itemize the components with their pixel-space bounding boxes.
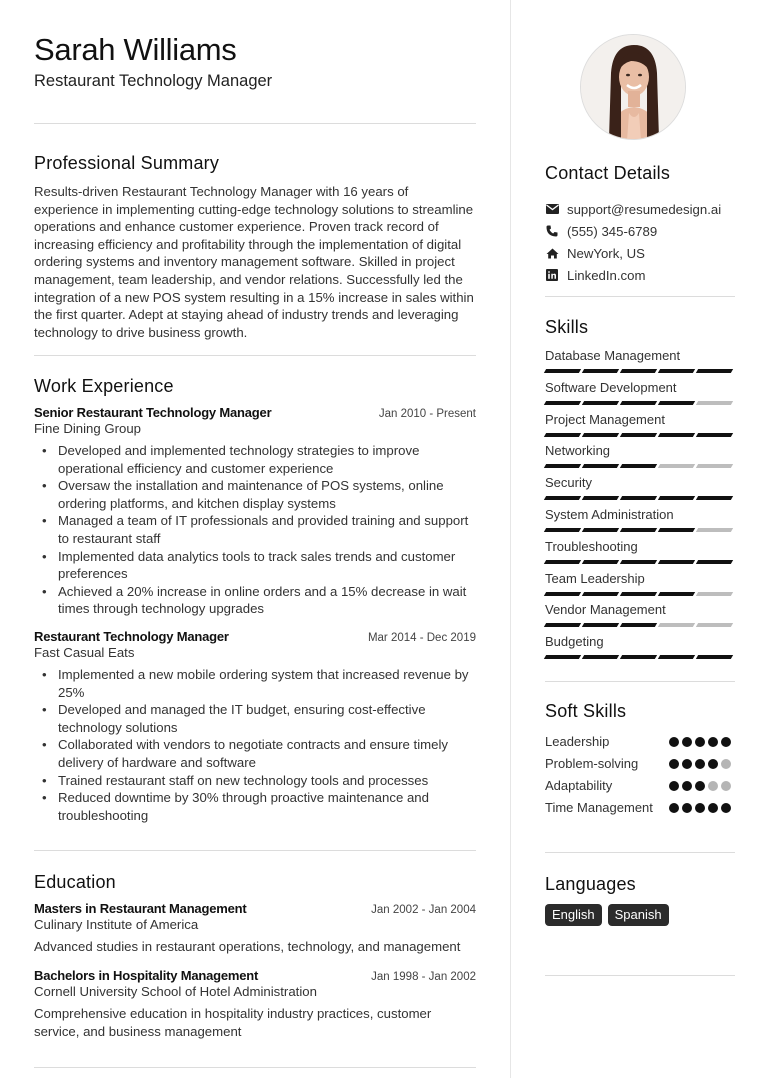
skill-segment: [696, 433, 733, 437]
skill-item: [545, 475, 735, 507]
skill-item: [545, 412, 735, 444]
skill-segment: [658, 464, 695, 468]
skill-segment: [582, 592, 619, 596]
rating-dot: [695, 759, 705, 769]
skill-segment: [582, 623, 619, 627]
skill-segment: [696, 560, 733, 564]
skill-segment: [544, 560, 581, 564]
job-title: Senior Restaurant Technology Manager: [34, 405, 272, 420]
skill-segment: [658, 433, 695, 437]
job-bullets: [34, 666, 476, 824]
rating-dot: [695, 781, 705, 791]
skill-segment: [620, 433, 657, 437]
job-date: Mar 2014 - Dec 2019: [367, 632, 476, 644]
job-bullets: [34, 442, 476, 618]
skill-segment: [582, 401, 619, 405]
contact-list: [545, 198, 721, 286]
skill-level-bar: [545, 655, 735, 659]
skills-list: [545, 348, 735, 666]
summary-text: Results-driven Restaurant Technology Manager with 16 years of experience in implementing cutting-edge technology solutions to streamline operations and enhance customer experience. Proven track record of increasing efficiency and profitability through the implementation of digital ordering systems and inventory management software. Skilled in project management, team leadership, and vendor relations. Successfully led the integration of a new POS system resulting in a 15% increase in sales within the first quarter. Adept at staying ahead of industry trends and leveraging technology to drive business growth.: [34, 184, 474, 340]
education-description: Advanced studies in restaurant operations, technology, and management: [34, 939, 461, 954]
skill-segment: [582, 528, 619, 532]
rating-dot: [669, 781, 679, 791]
skill-segment: [620, 592, 657, 596]
rating-dot: [708, 781, 718, 791]
education-heading: Education: [34, 872, 116, 892]
education-date: Jan 2002 - Jan 2004: [371, 904, 476, 916]
language-tag: English: [545, 904, 602, 926]
skill-segment: [544, 464, 581, 468]
bullet-item: • Reduced downtime by 30% through proactive maintenance and troubleshooting: [34, 789, 476, 824]
skill-segment: [658, 560, 695, 564]
skill-segment: [544, 528, 581, 532]
skill-label: System Administration: [545, 506, 674, 522]
skill-item: [545, 443, 735, 475]
home-icon: [545, 246, 559, 260]
skill-segment: [582, 560, 619, 564]
soft-skill-label: Time Management: [545, 800, 653, 815]
skill-segment: [696, 592, 733, 596]
skill-segment: [620, 623, 657, 627]
skill-segment: [658, 623, 695, 627]
skill-level-bar: [545, 464, 735, 468]
skill-segment: [620, 560, 657, 564]
soft-skill-item: [545, 753, 735, 775]
soft-skill-rating: [669, 797, 731, 819]
contact-phone-text: (555) 345-6789: [567, 223, 658, 239]
bullet-item: • Achieved a 20% increase in online orders and a 15% decrease in wait times through technology upgrades: [34, 583, 476, 618]
soft-skill-label: Leadership: [545, 734, 610, 749]
soft-skills-divider: [545, 852, 735, 853]
soft-skill-item: [545, 775, 735, 797]
skill-label: Vendor Management: [545, 602, 666, 618]
skill-segment: [696, 401, 733, 405]
rating-dot: [721, 781, 731, 791]
skill-label: Networking: [545, 443, 611, 459]
rating-dot: [708, 759, 718, 769]
contact-phone[interactable]: [545, 220, 721, 242]
skill-label: Software Development: [545, 379, 677, 395]
rating-dot: [708, 737, 718, 747]
job-company: Fast Casual Eats: [34, 645, 135, 660]
skill-segment: [544, 496, 581, 500]
job-entry: [34, 629, 476, 824]
skill-segment: [582, 496, 619, 500]
education-entry: [34, 901, 476, 956]
skill-item: [545, 571, 735, 603]
school-name: Culinary Institute of America: [34, 917, 199, 932]
skill-level-bar: [545, 369, 735, 373]
skill-segment: [544, 623, 581, 627]
job-entry: [34, 405, 476, 618]
soft-skill-rating: [669, 753, 731, 775]
skills-heading: Skills: [545, 317, 589, 337]
skills-divider: [545, 681, 735, 682]
summary-heading: Professional Summary: [34, 153, 220, 173]
soft-skills-list: [545, 731, 735, 819]
education-entry: [34, 968, 476, 1040]
languages-divider: [545, 975, 735, 976]
skill-segment: [544, 369, 581, 373]
skill-segment: [696, 369, 733, 373]
skill-item: [545, 507, 735, 539]
rating-dot: [721, 759, 731, 769]
skill-segment: [696, 655, 733, 659]
degree-title: Bachelors in Hospitality Management: [34, 968, 259, 983]
rating-dot: [682, 737, 692, 747]
skill-segment: [696, 528, 733, 532]
rating-dot: [682, 803, 692, 813]
bullet-item: • Trained restaurant staff on new technology tools and processes: [34, 772, 476, 790]
skill-segment: [620, 464, 657, 468]
skill-segment: [658, 401, 695, 405]
rating-dot: [721, 803, 731, 813]
bullet-item: • Managed a team of IT professionals and provided training and support to restaurant staff: [34, 512, 476, 547]
phone-icon: [545, 224, 559, 238]
linkedin-icon: [545, 268, 559, 282]
skill-item: [545, 602, 735, 634]
skill-segment: [620, 528, 657, 532]
education-description: Comprehensive education in hospitality industry practices, customer service, and business management: [34, 1006, 432, 1039]
contact-linkedin-text: LinkedIn.com: [567, 267, 646, 283]
skill-segment: [696, 496, 733, 500]
soft-skill-item: [545, 797, 735, 819]
skill-segment: [620, 496, 657, 500]
bullet-item: • Collaborated with vendors to negotiate contracts and ensure timely delivery of hardware and software: [34, 736, 476, 771]
skill-segment: [696, 623, 733, 627]
job-date: Jan 2010 - Present: [378, 408, 476, 420]
education-date: Jan 1998 - Jan 2002: [371, 971, 476, 983]
skill-level-bar: [545, 623, 735, 627]
soft-skill-rating: [669, 731, 731, 753]
rating-dot: [669, 759, 679, 769]
rating-dot: [708, 803, 718, 813]
candidate-name: Sarah Williams: [34, 32, 237, 67]
skill-segment: [696, 464, 733, 468]
contact-heading: Contact Details: [545, 163, 671, 183]
soft-skills-heading: Soft Skills: [545, 701, 627, 721]
job-company: Fine Dining Group: [34, 421, 142, 436]
skill-item: [545, 539, 735, 571]
skill-segment: [582, 655, 619, 659]
soft-skill-item: [545, 731, 735, 753]
skill-segment: [658, 369, 695, 373]
skill-level-bar: [545, 401, 735, 405]
rating-dot: [682, 781, 692, 791]
bullet-item: • Oversaw the installation and maintenance of POS systems, online ordering platforms, and kitchen display systems: [34, 477, 476, 512]
skill-segment: [544, 592, 581, 596]
skill-segment: [620, 369, 657, 373]
bullet-item: • Developed and implemented technology strategies to improve operational efficiency and customer experience: [34, 442, 476, 477]
skill-item: [545, 634, 735, 666]
bullet-item: • Developed and managed the IT budget, ensuring cost-effective technology solutions: [34, 701, 476, 736]
skill-segment: [544, 433, 581, 437]
rating-dot: [669, 737, 679, 747]
soft-skill-label: Adaptability: [545, 778, 613, 793]
degree-title: Masters in Restaurant Management: [34, 901, 247, 916]
contact-divider: [545, 296, 735, 297]
soft-skill-label: Problem-solving: [545, 756, 639, 771]
rating-dot: [695, 803, 705, 813]
skill-level-bar: [545, 496, 735, 500]
header-divider: [34, 123, 476, 124]
soft-skill-rating: [669, 775, 731, 797]
skill-segment: [620, 655, 657, 659]
column-divider: [510, 0, 511, 1078]
skill-label: Project Management: [545, 411, 665, 427]
experience-heading: Work Experience: [34, 376, 174, 396]
skill-segment: [544, 655, 581, 659]
skill-item: [545, 348, 735, 380]
skill-segment: [658, 655, 695, 659]
contact-email-text: support@resumedesign.ai: [567, 201, 722, 217]
summary-divider: [34, 355, 476, 356]
skill-level-bar: [545, 528, 735, 532]
skill-segment: [582, 369, 619, 373]
skill-label: Security: [545, 475, 592, 491]
skill-segment: [582, 464, 619, 468]
languages-heading: Languages: [545, 874, 636, 894]
education-divider: [34, 1067, 476, 1068]
skill-segment: [658, 528, 695, 532]
contact-location: [545, 242, 721, 264]
job-title: Restaurant Technology Manager: [34, 629, 229, 644]
rating-dot: [669, 803, 679, 813]
languages-list: [545, 904, 669, 926]
language-tag: Spanish: [608, 904, 669, 926]
experience-divider: [34, 850, 476, 851]
contact-location-text: NewYork, US: [567, 245, 645, 261]
school-name: Cornell University School of Hotel Administration: [34, 984, 317, 999]
skill-segment: [658, 496, 695, 500]
profile-photo: [580, 34, 686, 140]
candidate-title: Restaurant Technology Manager: [34, 72, 273, 90]
rating-dot: [695, 737, 705, 747]
rating-dot: [721, 737, 731, 747]
rating-dot: [682, 759, 692, 769]
skill-segment: [658, 592, 695, 596]
contact-linkedin[interactable]: [545, 264, 721, 286]
skill-segment: [582, 433, 619, 437]
bullet-item: • Implemented data analytics tools to track sales trends and customer preferences: [34, 548, 476, 583]
bullet-item: • Implemented a new mobile ordering system that increased revenue by 25%: [34, 666, 476, 701]
skill-segment: [544, 401, 581, 405]
skill-level-bar: [545, 560, 735, 564]
skill-item: [545, 380, 735, 412]
avatar-illustration: [581, 35, 686, 140]
envelope-icon: [545, 202, 559, 216]
skill-level-bar: [545, 433, 735, 437]
skill-label: Team Leadership: [545, 570, 645, 586]
skill-label: Troubleshooting: [545, 538, 638, 554]
skill-segment: [620, 401, 657, 405]
contact-email[interactable]: [545, 198, 721, 220]
skill-label: Budgeting: [545, 634, 604, 650]
skill-label: Database Management: [545, 348, 681, 363]
skill-level-bar: [545, 592, 735, 596]
